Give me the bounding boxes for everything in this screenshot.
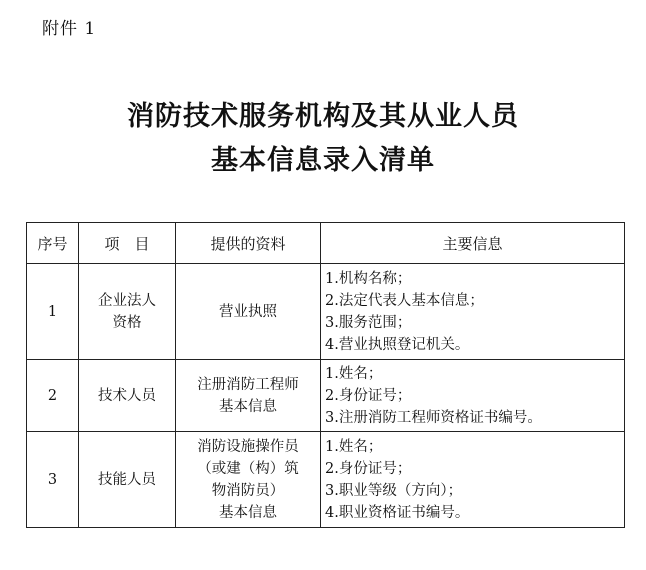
info-line: 3.注册消防工程师资格证书编号。 bbox=[325, 409, 542, 426]
row-main-info bbox=[321, 264, 625, 360]
row-serial-number: 2 bbox=[27, 360, 79, 432]
row-item bbox=[79, 432, 176, 528]
row-materials-line: 营业执照 bbox=[219, 303, 277, 320]
row-materials-line: 基本信息 bbox=[219, 504, 277, 521]
row-item-line: 技能人员 bbox=[98, 471, 156, 488]
annex-label: 附件 1 bbox=[42, 19, 97, 39]
table-row bbox=[27, 360, 625, 432]
row-materials-line: 基本信息 bbox=[219, 398, 277, 415]
header-serial-number: 序号 bbox=[27, 223, 79, 264]
header-materials: 提供的资料 bbox=[176, 223, 321, 264]
row-materials bbox=[176, 264, 321, 360]
info-line: 3.职业等级（方向）； bbox=[325, 482, 463, 499]
row-materials bbox=[176, 360, 321, 432]
info-line: 1.机构名称； bbox=[325, 270, 412, 287]
info-line: 3.服务范围； bbox=[325, 314, 412, 331]
document-title-line-2: 基本信息录入清单 bbox=[211, 145, 435, 176]
row-item-line: 技术人员 bbox=[98, 387, 156, 404]
row-serial-number: 3 bbox=[27, 432, 79, 528]
row-item-line: 企业法人 bbox=[98, 292, 156, 309]
table-row bbox=[27, 264, 625, 360]
row-item bbox=[79, 360, 176, 432]
header-main-info: 主要信息 bbox=[321, 223, 625, 264]
info-line: 2.法定代表人基本信息； bbox=[325, 292, 484, 309]
info-line: 4.营业执照登记机关。 bbox=[325, 336, 470, 353]
document-title-line-1: 消防技术服务机构及其从业人员 bbox=[127, 101, 519, 132]
row-main-info bbox=[321, 360, 625, 432]
row-materials-line: 物消防员） bbox=[211, 482, 285, 499]
row-materials-line: 消防设施操作员 bbox=[197, 438, 299, 455]
info-line: 2.身份证号； bbox=[325, 460, 412, 477]
row-materials-line: （或建（构）筑 bbox=[197, 460, 299, 477]
info-table bbox=[26, 222, 625, 528]
info-line: 4.职业资格证书编号。 bbox=[325, 504, 470, 521]
row-item bbox=[79, 264, 176, 360]
info-line: 2.身份证号； bbox=[325, 387, 412, 404]
table-row bbox=[27, 432, 625, 528]
info-line: 1.姓名； bbox=[325, 365, 383, 382]
row-main-info bbox=[321, 432, 625, 528]
table-header-row bbox=[27, 223, 625, 264]
row-materials bbox=[176, 432, 321, 528]
row-materials-line: 注册消防工程师 bbox=[197, 376, 299, 393]
info-line: 1.姓名； bbox=[325, 438, 383, 455]
header-item: 项 目 bbox=[79, 223, 176, 264]
row-item-line: 资格 bbox=[112, 314, 142, 331]
row-serial-number: 1 bbox=[27, 264, 79, 360]
